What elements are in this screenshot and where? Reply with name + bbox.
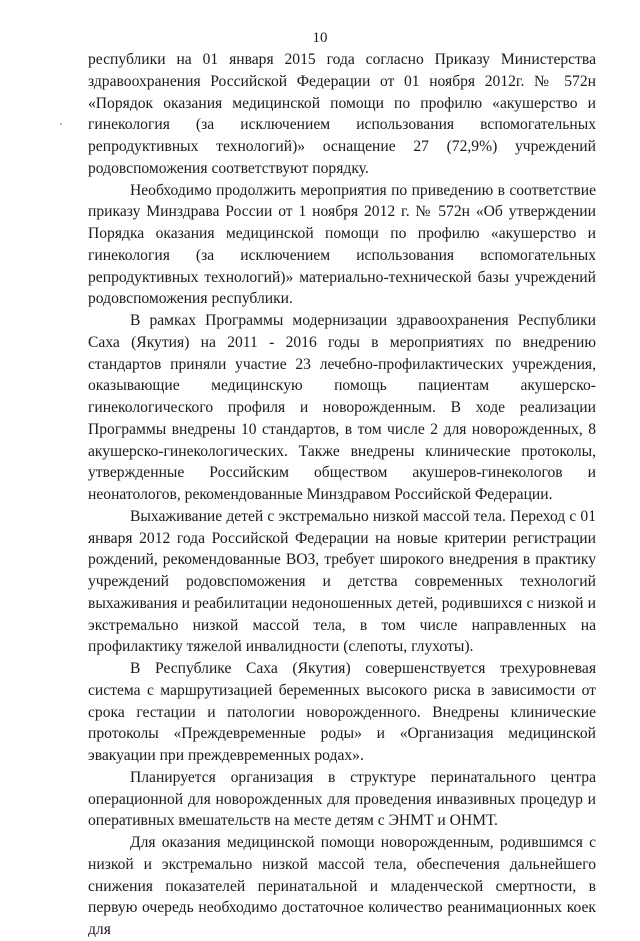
paragraph: Планируется организация в структуре перинатального центра операционной для новорожденных для проведения инвазивных процедур и оперативных вмешательств на месте детям с ЭНМТ и ОНМТ. xyxy=(88,768,596,830)
paragraph: Необходимо продолжить мероприятия по приведению в соответствие приказу Минздрава России от 1 ноября 2012 г. № 572н «Об утверждении Порядка оказания медицинской помощи по профилю «акушерство и гинекология (за исключением использования вспомогательных репродуктивных технологий)» материально-технической базы учреждений родовспоможения республики. xyxy=(88,181,596,308)
paragraph: В Республике Саха (Якутия) совершенствуется трехуровневая система с маршрутизацией беременных высокого риска в зависимости от срока гестации и патологии новорожденного. Внедрены клинические протоколы «Преждевременные роды» и «Организация медицинской эвакуации при преждевременных родах». xyxy=(88,660,596,764)
page-number: 10 xyxy=(312,30,328,46)
paragraph: В рамках Программы модернизации здравоохранения Республики Саха (Якутия) на 2011 - 2016 годы в мероприятиях по внедрению стандартов приняли участие 23 лечебно-профилактических учреждения, оказывающие медицинскую помощь пациентам акушерско-гинекологического профиля и новорожденным. В ходе реализации Программы внедрены 10 стандартов, в том числе 2 для новорожденных, 8 акушерско-гинекологических. Также внедрены клинические протоколы, утвержденные Российским обществом акушеров-гинекологов и неонатологов, рекомендованные Минздравом Российской Федерации. xyxy=(88,312,596,503)
paragraph: Выхаживание детей с экстремально низкой массой тела. Переход с 01 января 2012 года Российской Федерации на новые критерии регистрации рождений, рекомендованные ВОЗ, требует широкого внедрения в практику учреждений родовспоможения и детства современных технологий выхаживания и реабилитации недоношенных детей, родившихся с низкой и экстремально низкой массой тела, в том числе направленных на профилактику тяжелой инвалидности (слепоты, глухоты). xyxy=(88,507,596,656)
margin-mark xyxy=(60,123,62,125)
paragraph: Для оказания медицинской помощи новорожденным, родившимся с низкой и экстремально низкой массой тела, обеспечения дальнейшего снижения показателей перинатальной и младенческой смертности, в первую очередь необходимо достаточное количество реанимационных коек для xyxy=(88,834,596,938)
paragraph-continuation: республики на 01 января 2015 года согласно Приказу Министерства здравоохранения Российской Федерации от 01 ноября 2012г. № 572н «Порядок оказания медицинской помощи по профилю «акушерство и гинекология (за исключением использования вспомогательных репродуктивных технологий)» оснащение 27 (72,9%) учреждений родовспоможения соответствуют порядку. xyxy=(88,51,596,177)
body-text xyxy=(88,49,596,941)
